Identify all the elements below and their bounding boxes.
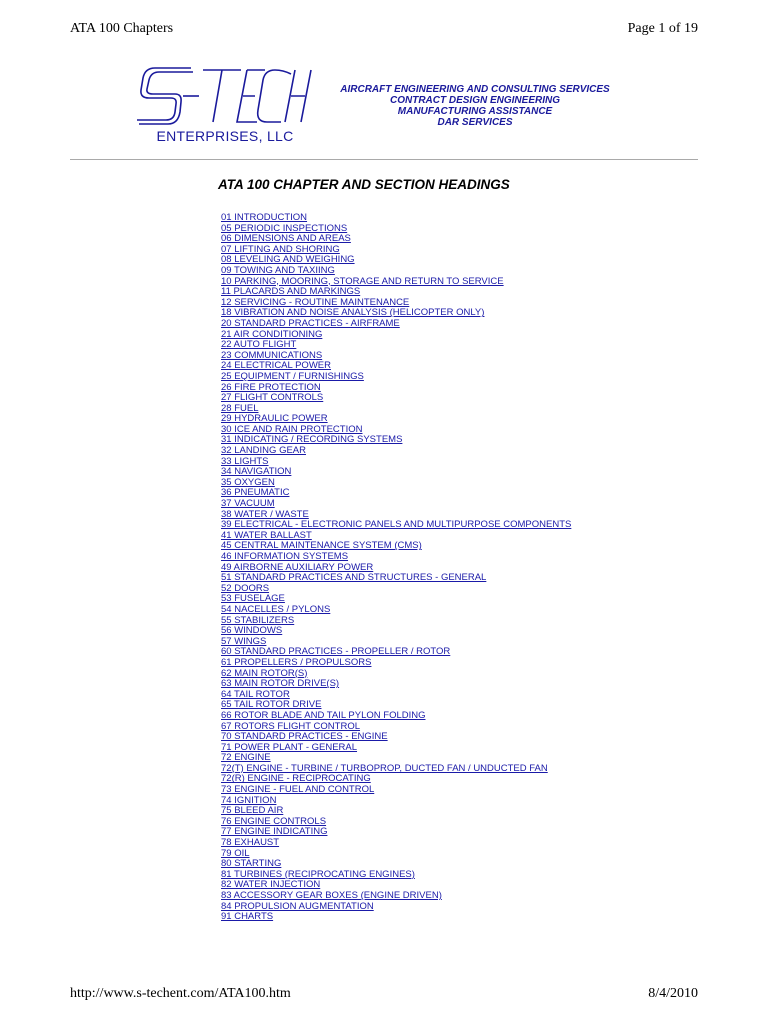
chapter-list [221, 213, 571, 923]
chapter-link[interactable]: 51 STANDARD PRACTICES AND STRUCTURES - GENERAL [221, 572, 487, 584]
chapter-list-item [221, 393, 571, 404]
chapter-link[interactable]: 37 VACUUM [221, 498, 275, 510]
chapter-link[interactable]: 31 INDICATING / RECORDING SYSTEMS [221, 434, 403, 446]
logo-subtitle: ENTERPRISES, LLC [156, 128, 294, 144]
chapter-link[interactable]: 09 TOWING AND TAXIING [221, 264, 335, 276]
chapter-link[interactable]: 76 ENGINE CONTROLS [221, 815, 327, 827]
chapter-link[interactable]: 18 VIBRATION AND NOISE ANALYSIS (HELICOPTER ONLY) [221, 307, 485, 319]
s-tech-logo [133, 62, 313, 154]
chapter-link[interactable]: 12 SERVICING - ROUTINE MAINTENANCE [221, 296, 410, 308]
chapter-list-item [221, 626, 571, 637]
page-footer-url: http://www.s-techent.com/ATA100.htm [70, 986, 291, 1001]
chapter-link[interactable]: 75 BLEED AIR [221, 805, 284, 817]
chapter-link[interactable]: 20 STANDARD PRACTICES - AIRFRAME [221, 317, 400, 329]
chapter-link[interactable]: 56 WINDOWS [221, 625, 283, 637]
chapter-link[interactable]: 78 EXHAUST [221, 837, 280, 849]
chapter-link[interactable]: 53 FUSELAGE [221, 593, 285, 605]
chapter-link[interactable]: 46 INFORMATION SYSTEMS [221, 551, 349, 562]
chapter-link[interactable]: 72(T) ENGINE - TURBINE / TURBOPROP, DUCTED FAN / UNDUCTED FAN [221, 762, 548, 774]
s-tech-logo-mark [133, 62, 313, 132]
chapter-list-item [221, 912, 571, 923]
chapter-list-item [221, 446, 571, 457]
chapter-link[interactable]: 61 PROPELLERS / PROPULSORS [221, 656, 372, 668]
chapter-link[interactable]: 91 CHARTS [221, 911, 274, 923]
page-header-title: ATA 100 Chapters [70, 21, 174, 36]
service-line: CONTRACT DESIGN ENGINEERING [389, 95, 560, 106]
chapter-link[interactable]: 24 ELECTRICAL POWER [221, 360, 331, 372]
chapter-link[interactable]: 10 PARKING, MOORING, STORAGE AND RETURN TO SERVICE [221, 275, 504, 287]
services-list [320, 84, 630, 128]
chapter-list-item [221, 838, 571, 849]
chapter-link[interactable]: 54 NACELLES / PYLONS [221, 603, 331, 615]
service-line: AIRCRAFT ENGINEERING AND CONSULTING SERVICES [340, 84, 610, 95]
chapter-link[interactable]: 06 DIMENSIONS AND AREAS [221, 233, 351, 245]
chapter-list-item [221, 743, 571, 754]
chapter-link[interactable]: 39 ELECTRICAL - ELECTRONIC PANELS AND MULTIPURPOSE COMPONENTS [221, 519, 572, 531]
chapter-link[interactable]: 70 STANDARD PRACTICES - ENGINE [221, 731, 388, 743]
chapter-link[interactable]: 60 STANDARD PRACTICES - PROPELLER / ROTOR [221, 646, 451, 658]
chapter-link[interactable]: 45 CENTRAL MAINTENANCE SYSTEM (CMS) [221, 540, 422, 552]
chapter-link[interactable]: 79 OIL [221, 847, 250, 859]
chapter-link[interactable]: 64 TAIL ROTOR [221, 688, 290, 700]
chapter-link[interactable]: 01 INTRODUCTION [221, 212, 308, 223]
chapter-link[interactable]: 80 STARTING [221, 858, 282, 870]
page-footer-date: 8/4/2010 [648, 986, 698, 1001]
chapter-link[interactable]: 52 DOORS [221, 582, 270, 594]
chapter-link[interactable]: 63 MAIN ROTOR DRIVE(S) [221, 678, 340, 690]
chapter-link[interactable]: 72 ENGINE [221, 752, 271, 764]
chapter-link[interactable]: 28 FUEL [221, 402, 259, 414]
chapter-link[interactable]: 82 WATER INJECTION [221, 879, 321, 891]
chapter-link[interactable]: 34 NAVIGATION [221, 466, 292, 478]
chapter-link[interactable]: 38 WATER / WASTE [221, 508, 309, 520]
chapter-link[interactable]: 55 STABILIZERS [221, 614, 295, 626]
page-title: ATA 100 CHAPTER AND SECTION HEADINGS [218, 177, 510, 192]
chapter-link[interactable]: 07 LIFTING AND SHORING [221, 243, 340, 255]
chapter-link[interactable]: 23 COMMUNICATIONS [221, 349, 323, 361]
chapter-link[interactable]: 36 PNEUMATIC [221, 487, 290, 499]
chapter-link[interactable]: 22 AUTO FLIGHT [221, 339, 297, 351]
chapter-link[interactable]: 29 HYDRAULIC POWER [221, 413, 328, 425]
chapter-link[interactable]: 84 PROPULSION AUGMENTATION [221, 900, 374, 912]
chapter-link[interactable]: 65 TAIL ROTOR DRIVE [221, 699, 322, 711]
chapter-list-item [221, 902, 571, 913]
chapter-link[interactable]: 26 FIRE PROTECTION [221, 381, 321, 393]
chapter-link[interactable]: 67 ROTORS FLIGHT CONTROL [221, 720, 361, 732]
chapter-link[interactable]: 32 LANDING GEAR [221, 445, 306, 457]
chapter-list-item [221, 573, 571, 584]
chapter-link[interactable]: 11 PLACARDS AND MARKINGS [221, 286, 361, 298]
chapter-link[interactable]: 41 WATER BALLAST [221, 529, 312, 541]
chapter-link[interactable]: 73 ENGINE - FUEL AND CONTROL [221, 784, 375, 796]
chapter-link[interactable]: 83 ACCESSORY GEAR BOXES (ENGINE DRIVEN) [221, 890, 442, 901]
service-line: DAR SERVICES [437, 117, 513, 128]
chapter-link[interactable]: 21 AIR CONDITIONING [221, 328, 323, 340]
service-line: MANUFACTURING ASSISTANCE [397, 106, 553, 117]
chapter-link[interactable]: 33 LIGHTS [221, 455, 269, 467]
chapter-link[interactable]: 27 FLIGHT CONTROLS [221, 392, 324, 404]
chapter-link[interactable]: 66 ROTOR BLADE AND TAIL PYLON FOLDING [221, 709, 426, 721]
chapter-link[interactable]: 57 WINGS [221, 635, 267, 647]
chapter-link[interactable]: 05 PERIODIC INSPECTIONS [221, 222, 348, 234]
chapter-link[interactable]: 30 ICE AND RAIN PROTECTION [221, 423, 363, 435]
chapter-link[interactable]: 72(R) ENGINE - RECIPROCATING [221, 773, 371, 785]
page-header-page-number: Page 1 of 19 [627, 21, 698, 36]
chapter-link[interactable]: 71 POWER PLANT - GENERAL [221, 741, 358, 753]
chapter-link[interactable]: 25 EQUIPMENT / FURNISHINGS [221, 370, 364, 382]
horizontal-divider [70, 159, 698, 160]
chapter-link[interactable]: 49 AIRBORNE AUXILIARY POWER [221, 561, 374, 573]
chapter-link[interactable]: 74 IGNITION [221, 794, 277, 806]
chapter-link[interactable]: 08 LEVELING AND WEIGHING [221, 254, 355, 266]
chapter-link[interactable]: 81 TURBINES (RECIPROCATING ENGINES) [221, 868, 415, 880]
chapter-link[interactable]: 35 OXYGEN [221, 476, 275, 488]
chapter-link[interactable]: 77 ENGINE INDICATING [221, 826, 328, 838]
chapter-link[interactable]: 62 MAIN ROTOR(S) [221, 667, 308, 679]
